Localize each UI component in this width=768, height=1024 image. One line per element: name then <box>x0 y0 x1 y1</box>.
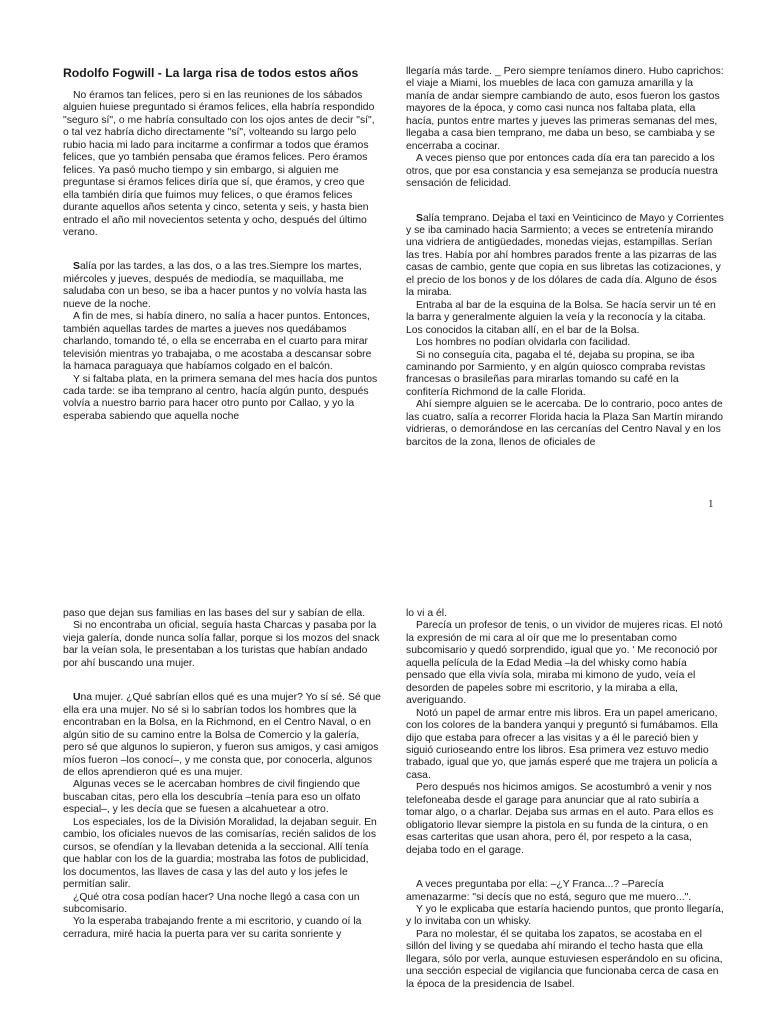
paragraph: llegaría más tarde. _ Pero siempre teníamos dinero. Hubo caprichos: el viaje a Miami, los muebles de laca con gamuza amarilla y la manía de andar siempre cambiando de auto, esos fueron los gastos mayores de la época, y como casi nunca nos faltaba plata, ella hacía, puntos entre martes y jueves las primeras semanas del mes, llegaba a casa bien temprano, me daba un beso, se cambiaba y se encerraba a cocinar. <box>406 66 724 152</box>
paragraph: Entraba al bar de la esquina de la Bolsa. Se hacía servir un té en la barra y generalmente alguien la veía y la reconocía y la citaba. Los conocidos la citaban allí, en el bar de la Bolsa. <box>406 299 716 336</box>
paragraph: Los especiales, los de la División Moralidad, la dejaban seguir. En cambio, los oficiales nuevos de las comisarías, recién salidos de los cursos, se ofendían y la llevaban detenida a la seccional. Allí tenía que hablar con los de la guardia; mostraba las fotos de publicidad, los documentos, las llaves de casa y las del auto y los jefes le permitían salir. <box>63 816 377 891</box>
initial-letter: S <box>416 212 423 224</box>
initial-letter: S <box>73 261 80 273</box>
paragraph-text: na mujer. ¿Qué sabrían ellos qué es una mujer? Yo sí sé. Sé que ella era una mujer. No sé si lo sabrían todos los hombres que la encontraban en la Bolsa, en la Richmond, en el Centro Naval, o en algún sitio de su camino entre la Bolsa de Comercio y la galería, pero sé que algunos lo supieron, y fueron sus amigos, y casi amigos míos fueron –los conocí–, y me consta que, por conocerla, algunos de ellos aprendieron qué es una mujer. <box>63 692 381 778</box>
paragraph: Notó un papel de armar entre mis libros. Era un papel americano, con los colores de la bandera yanqui y preguntó si fumábamos. Ella dijo que estaba para ofrecer a las visitas y a él le pareció bien y siguió curioseando entre los libros. Esa primera vez estuvo medio trabado, igual que yo, que jamás esperé que me trajera un policía a casa. <box>406 707 718 781</box>
paragraph: Los hombres no podían olvidarla con facilidad. <box>416 337 631 349</box>
paragraph: Algunas veces se le acercaban hombres de civil fingiendo que buscaban citas, pero ella los descubría –tenía para eso un olfato especial–, y les decía que se fuesen a alcahuetear a otro. <box>63 779 361 816</box>
paragraph: Pero después nos hicimos amigos. Se acostumbró a venir y nos telefoneaba desde el garage para anunciar que al rato subiría a tomar algo, o a charlar. Dejaba sus armas en el auto. Para ellos es obligatorio llevar siempre la pistola en su funda de la cintura, o en esas carteritas que usan ahora, pero él, por respeto a la casa, dejaba todo en el garage. <box>406 782 714 856</box>
document-title: Rodolfo Fogwill - La larga risa de todos estos años <box>63 66 359 80</box>
paragraph <box>406 213 724 300</box>
paragraph: Para no molestar, él se quitaba los zapatos, se acostaba en el sillón del living y se quedaba ahí mirando el techo hasta que ella llegara, sólo por verla, aunque estuviesen esperándolo en su oficina, una sección especial de vigilancia que funcionaba cerca de casa en la época de la presidencia de Isabel. <box>406 928 723 990</box>
paragraph: lo vi a él. <box>406 608 448 619</box>
paragraph <box>63 692 381 779</box>
paragraph: A fin de mes, si había dinero, no salía a hacer puntos. Entonces, también aquellas tardes de martes a jueves nos quedábamos charlando, tomando té, o ella se encerraba en el cuarto para mirar televisión mientras yo trabajaba, o me acostaba a descansar sobre la hamaca paraguaya que habíamos colgado en el balcón. <box>63 311 372 373</box>
paragraph: A veces pienso que por entonces cada día era tan parecido a los otros, que por esa constancia y esa semejanza se producía nuestra sensación de felicidad. <box>406 153 718 190</box>
initial-letter: U <box>73 692 81 704</box>
paragraph: Yo la esperaba trabajando frente a mi escritorio, y cuando oí la cerradura, miré hacia la puerta para ver su carita sonriente y <box>63 916 362 940</box>
column-bottom-left <box>63 608 381 941</box>
page-number: 1 <box>708 498 714 510</box>
paragraph: No éramos tan felices, pero si en las reuniones de los sábados alguien huiese preguntado si éramos felices, ella habría respondido "seguro sí", o me habría consultado con los ojos antes de decir "sí", o tal vez habría dicho directamente "sí", volteando su largo pelo rubio hacia mi lado para incitarme a confirmar a todos que éramos felices, que yo también pensaba que éramos felices. Pero éramos felices. Ya pasó mucho tiempo y sin embargo, si alguien me preguntase si éramos felices diría que sí, que éramos, y creo que ella también diría que fuimos muy felices, o que éramos felices durante aquellos años setenta y cinco, setenta y seis, y hasta bien entrado el año mil novecientos setenta y ocho, después del último verano. <box>63 90 375 238</box>
paragraph: paso que dejan sus familias en las bases del sur y sabían de ella. <box>63 608 366 619</box>
paragraph-text: alía por las tardes, a las dos, o a las tres.Siempre los martes, miércoles y jueves, después de mediodía, se maquillaba, me saludaba con un beso, se iba a hacer puntos y no volvía hasta las nueve de la noche. <box>63 261 367 310</box>
paragraph: Y yo le explicaba que estaría haciendo puntos, que pronto llegaría, y lo invitaba con un whisky. <box>406 903 724 928</box>
column-bottom-right <box>406 608 724 991</box>
paragraph <box>406 879 724 904</box>
paragraph: ¿Qué otra cosa podían hacer? Una noche llegó a casa con un subcomisario. <box>63 891 360 915</box>
column-top-left <box>63 66 381 423</box>
paragraph: Ahí siempre alguien se le acercaba. De lo contrario, poco antes de las cuatro, salía a recorrer Florida hacia la Plaza San Martín mirando vidrieras, o demorándose en las cercanías del Centro Naval y en los barcitos de la zona, llenos de oficiales de <box>406 399 724 448</box>
paragraph: Si no conseguía cita, pagaba el té, dejaba su propina, se iba caminando por Sarmiento, y en algún quiosco compraba revistas francesas o brasileñas para mirarlas tomando su café en la confitería Richmond de la calle Florida. <box>406 349 706 398</box>
paragraph-text: alía temprano. Dejaba el taxi en Veinticinco de Mayo y Corrientes y se iba caminado hacia Sarmiento; a veces se entretenía mirando una vidriera de antigüedades, monedas viejas, estampillas. Serían las tres. Había por ahí hombres parados frente a las pizarras de las casas de cambio, gente que copia en sus libretas las cotizaciones, y el precio de los bonos y de los dólares de cada día. Alguno de ésos la miraba. <box>406 212 724 299</box>
column-top-right <box>406 66 724 449</box>
paragraph: Y si faltaba plata, en la primera semana del mes hacía dos puntos cada tarde: se iba temprano al centro, hacía algún punto, después volvía a nuestro barrio para hacer otro punto por Callao, y yo la esperaba sabiendo que aquella noche <box>63 373 378 422</box>
paragraph-text: veces preguntaba por ella: –¿Y Franca...? –Parecía amenazarme: "si decís que no está, seguro que me muero...". <box>406 879 692 903</box>
initial-letter: A <box>416 879 423 891</box>
paragraph: Parecía un profesor de tenis, o un vividor de mujeres ricas. El notó la expresión de mi cara al oír que me lo presentaban como subcomisario y quedó sorprendido, igual que yo. ' Me reconoció por aquella película de la Edad Media –la del whisky como había pensado que ella vivía sola, miraba mi kimono de yudo, veía el desorden de papeles sobre mi escritorio, y la miraba a ella, averiguando. <box>406 620 723 707</box>
paragraph: Si no encontraba un oficial, seguía hasta Charcas y pasaba por la vieja galería, donde nunca solía fallar, porque si los mozos del snack bar la veían sola, le presentaban a los turistas que habían andado por ahí buscando una mujer. <box>63 620 380 669</box>
paragraph <box>63 261 381 311</box>
